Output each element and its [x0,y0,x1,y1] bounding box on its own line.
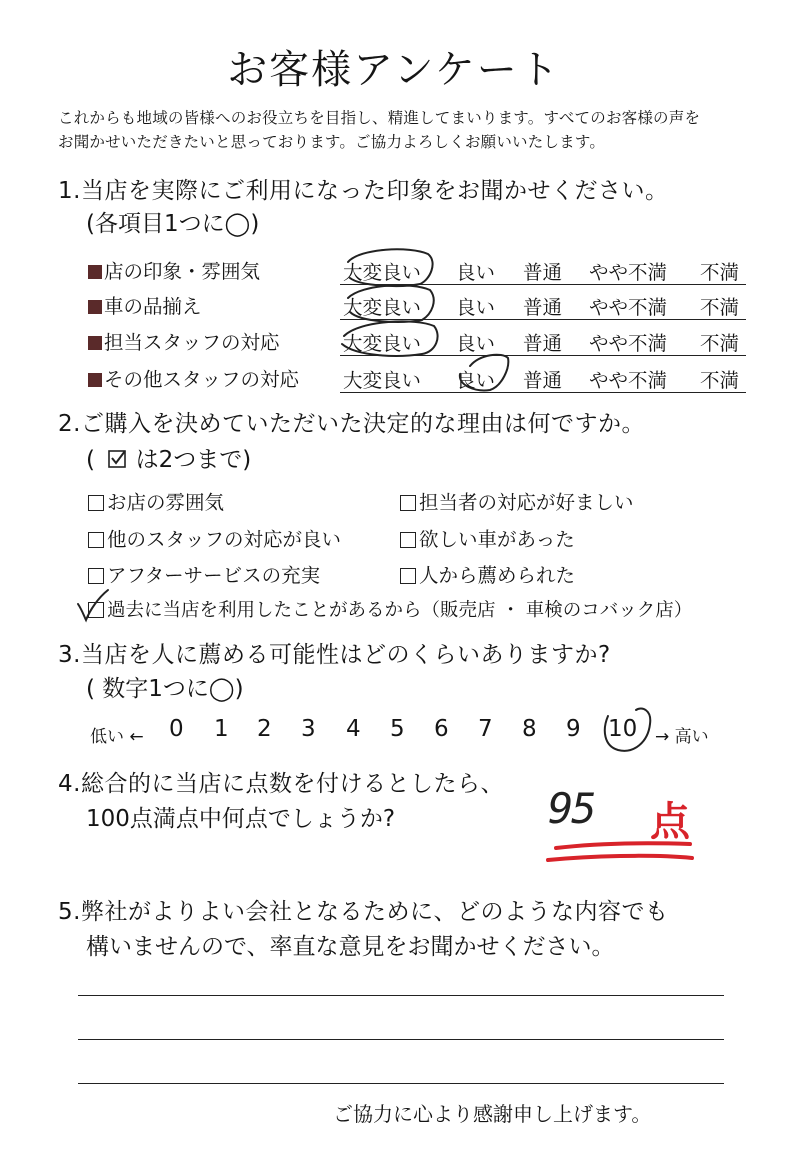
handwritten-check-icon [74,588,114,624]
checkbox-icon[interactable] [400,532,416,548]
checkbox-icon[interactable] [400,495,416,511]
scale-low-label: 低い ← [90,727,144,747]
q1-option[interactable]: 大変良い [343,296,422,319]
footer-thanks: ご協力に心より感謝申し上げます。 [333,1102,652,1126]
q1-option[interactable]: 普通 [523,332,563,355]
q2-choice[interactable]: アフターサービスの充実 [88,560,320,588]
q1-option[interactable]: やや不満 [589,332,668,355]
bullet-square-icon [88,336,102,350]
q3-note: ( 数字1つに◯) [86,676,244,702]
q2-choice[interactable]: 他のスタッフの対応が良い [88,524,341,552]
scale-number[interactable]: 2 [257,716,272,742]
checkbox-checked-icon [108,449,128,469]
q1-row-label: その他スタッフの対応 [88,364,299,392]
q1-option[interactable]: 大変良い [343,369,422,392]
scale-number[interactable]: 4 [346,716,361,742]
checkbox-icon[interactable] [88,495,104,511]
q1-option[interactable]: やや不満 [589,369,668,392]
q4-heading: 4.総合的に当店に点数を付けるとしたら、 [58,771,504,797]
q1-option[interactable]: 不満 [700,296,740,319]
q1-heading: 1.当店を実際にご利用になった印象をお聞かせください。 [58,178,669,204]
q2-choice[interactable]: 欲しい車があった [400,524,575,552]
answer-line[interactable] [78,1083,724,1084]
scale-number[interactable]: 0 [169,716,184,742]
checkbox-icon[interactable] [88,532,104,548]
q1-option[interactable]: 良い [456,332,496,355]
scale-number[interactable]: 5 [390,716,405,742]
checkbox-icon[interactable] [400,568,416,584]
circle-mark [348,249,433,286]
score-unit: 点 [650,799,690,845]
q3-heading: 3.当店を人に薦める可能性はどのくらいありますか? [58,642,611,668]
red-double-underline [540,836,700,872]
q1-option[interactable]: 不満 [700,369,740,392]
q1-option[interactable]: 良い [456,369,496,392]
scale-number[interactable]: 9 [566,716,581,742]
q2-choice[interactable]: 過去に当店を利用したことがあるから（販売店 ・ 車検のコバック店） [88,596,692,622]
q5-heading-2: 構いませんので、率直な意見をお聞かせください。 [86,934,615,960]
q1-row-label: 店の印象・雰囲気 [88,256,260,284]
scale-number[interactable]: 1 [214,716,229,742]
q4-heading-2: 100点満点中何点でしょうか? [86,806,396,832]
q2-choice[interactable]: お店の雰囲気 [88,487,224,515]
q1-option[interactable]: 大変良い [343,261,422,284]
q1-row-label: 担当スタッフの対応 [88,327,280,355]
scale-number[interactable]: 8 [522,716,537,742]
q1-option[interactable]: 普通 [523,296,563,319]
q1-note: (各項目1つに◯) [86,211,260,237]
q1-option[interactable]: 良い [456,296,496,319]
intro-line-2: お聞かせいただきたいと思っております。ご協力よろしくお願いいたします。 [58,133,606,151]
q1-option[interactable]: 普通 [523,261,563,284]
q2-choice[interactable]: 担当者の対応が好ましい [400,487,634,515]
q1-option[interactable]: 不満 [700,261,740,284]
q1-option[interactable]: やや不満 [589,296,668,319]
q1-option[interactable]: やや不満 [589,261,668,284]
handwritten-circles [330,240,788,410]
q2-note: ( は2つまで) [86,447,252,473]
q1-option[interactable]: 普通 [523,369,563,392]
checkbox-icon[interactable] [88,568,104,584]
bullet-square-icon [88,300,102,314]
bullet-square-icon [88,265,102,279]
scale-number[interactable]: 7 [478,716,493,742]
scale-high-label: → 高い [655,727,709,747]
bullet-square-icon [88,373,102,387]
q1-option[interactable]: 大変良い [343,332,422,355]
scale-number[interactable]: 6 [434,716,449,742]
q5-heading: 5.弊社がよりよい会社となるために、どのような内容でも [58,899,669,925]
q1-row-label: 車の品揃え [88,291,202,319]
circle-mark [348,285,434,322]
circle-mark [342,321,438,355]
circle-mark [460,355,508,391]
q2-heading: 2.ご購入を決めていただいた決定的な理由は何ですか。 [58,411,645,437]
scale-number[interactable]: 3 [301,716,316,742]
scale-number[interactable]: 10 [608,716,638,742]
q2-choice[interactable]: 人から薦められた [400,560,575,588]
handwritten-score: 95 [548,784,595,833]
q1-option[interactable]: 良い [456,261,496,284]
intro-line-1: これからも地域の皆様へのお役立ちを目指し、精進してまいります。すべてのお客様の声を [58,109,701,127]
handwritten-circle-10 [596,700,666,756]
answer-line[interactable] [78,995,724,996]
answer-line[interactable] [78,1039,724,1040]
q1-option[interactable]: 不満 [700,332,740,355]
page-title: お客様アンケート [227,47,561,93]
